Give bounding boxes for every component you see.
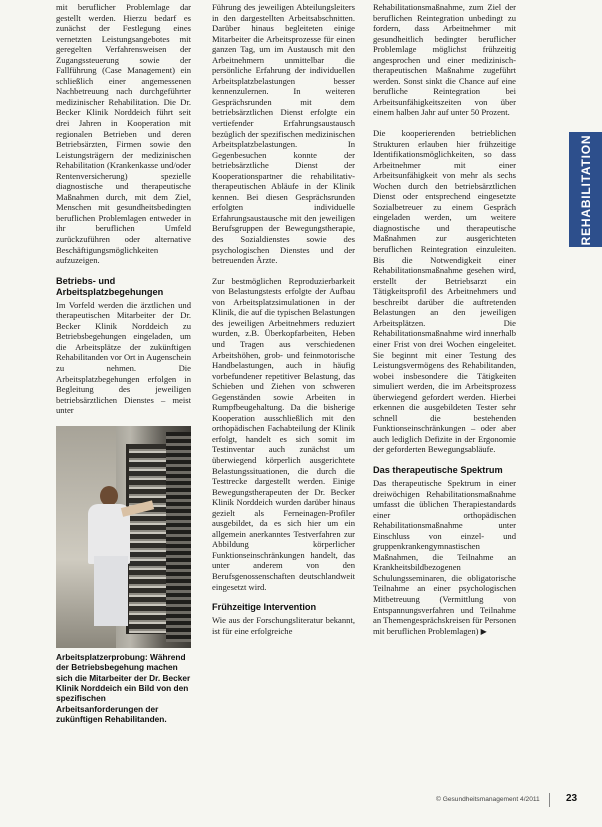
- body-paragraph: Im Vorfeld werden die ärztlichen und therapeutischen Mitarbeiter der Dr. Becker Klinik Norddeich zu Betriebsbegehungen eingeladen, um die Arbeitsplätze der zukünftigen Rehabilitanden vor Ort in Augenschein zu nehmen. Die Arbeitsplatzbegehungen erfolgen in Begleitung des jeweiligen betriebsärztlichen Dienstes – meist unter: [56, 299, 191, 416]
- footer-divider: [549, 793, 550, 807]
- body-paragraph: Rehabilitationsmaßnahme, zum Ziel der beruflichen Reintegration unbedingt zu fordern, dass Arbeitnehmer mit gesundheitlich bedingter beruflicher Problemlage möglichst frühzeitig angesprochen und einer medizinisch-therapeutischen Maßnahme zugeführt werden. Sonst sinkt die Chance auf eine berufliche Reintegration bei Arbeitsunfähigkeitszeiten von über einem halben Jahr auf unter 50 Prozent.: [373, 2, 516, 118]
- photo-worker: [86, 486, 132, 636]
- paragraph-text: Das therapeutische Spektrum in einer dreiwöchigen Rehabilitationsmaßnahme umfasst die üblichen Therapiestandards einer orthopädischen Rehabilitationsmaßnahme unter Einschluss von einzel- und gruppenkrankengymnastischen Maßnahmen, die Teilnahme an Krankheitsbildbezogenen Schulungsseminaren, die obligatorische Teilnahme an einer psychologischen Mitbetreuung (Vermittlung von Entspannungsverfahren und Teilnahme an Themengesprächskreisen für Personen mit beruflichen Problemlagen): [373, 477, 516, 636]
- section-heading: Frühzeitige Intervention: [212, 602, 317, 613]
- body-paragraph: Die kooperierenden betrieblichen Strukturen erlauben hier frühzeitige Identifikationsmöglichkeiten, so dass Arbeitnehmer mit einer Arbeitsunfähigkeit von mehr als sechs Wochen durch den betriebsärztlichen Dienst oder entsprechend eingesetzte Sozialbetreuer zu einem Gespräch eingeladen werden, um weitere diagnostische und therapeutische Maßnahmen zur ausgerichteten beruflichen Reintegration einzuleiten. Bis die Notwendigkeit einer Rehabilitationsmaßnahme gesehen wird, erstellt der Betriebsarzt ein Tätigkeitsprofil des Arbeitnehmers und beschreibt darüber die auftretenden Belastungen an den jeweiligen Arbeitsplätzen. Die Rehabilitationsmaßnahme wird innerhalb einer Frist von drei Wochen eingeleitet. Sie beginnt mit einer Testung des Leistungsvermögens des Rehabilitanden, wobei insbesondere die Tätigkeiten simuliert werden, die im Arbeitsprozess überwiegend gefordert werden. Hierbei erkennen die ausgebildeten Tester sehr schnell die bestehenden Funktionseinschränkungen – oder aber auch lediglich Defizite in der Ergonomie der geforderten Bewegungsabläufe.: [373, 128, 516, 455]
- worker-head: [100, 486, 118, 506]
- section-heading: Das therapeutische Spektrum: [373, 464, 503, 475]
- page-number: 23: [566, 793, 578, 804]
- photo-caption: Arbeitsplatzerprobung: Während der Betriebsbegehung machen sich die Mitarbeiter der Dr. Becker Klinik Norddeich ein Bild von den spezifischen Arbeitsanforderungen der zukünftigen Rehabilitanden.: [56, 651, 191, 725]
- text-column-3: [373, 2, 516, 637]
- workplace-photo: [56, 426, 191, 648]
- body-paragraph: Führung des jeweiligen Abteilungsleiters in den dargestellten Arbeitsabschnitten. Darüber hinaus begleiteten einige Mitarbeiter die Arbeitsprozesse für einen ganzen Tag, um im Austausch mit den Arbeitnehmern unmittelbar die persönliche Erfahrung der individuellen Arbeitsplatzbelastungen besser kennenzulernen. In weiteren Gesprächsrunden mit dem betriebsärztlichen Dienst erfolgte ein vertiefender Erfahrungsaustausch bezüglich der spezifischen medizinischen Arbeitsplatzbelastungen. In Gegenbesuchen konnte der betriebsärztliche Dienst der Kooperationspartner die rehabilitativ-therapeutischen Abläufe in der Klinik kennen. Bei diesen Gesprächsrunden erfolgten individuelle Erfahrungsaustausche mit den jeweiligen Berufsgruppen der Bewegungstherapie, des Sozialdienstes sowie des psychologischen Dienstes und der betreuenden Ärzte.: [212, 2, 355, 266]
- body-paragraph: [373, 478, 516, 637]
- body-paragraph: Wie aus der Forschungsliteratur bekannt, ist für eine erfolgreiche: [212, 615, 355, 636]
- continue-arrow-icon: ▶: [480, 626, 487, 636]
- photo-tray-rack: [166, 432, 191, 642]
- section-tab-label: REHABILITATION: [578, 134, 593, 245]
- text-column-2: [212, 2, 355, 636]
- text-column-1: [56, 2, 191, 725]
- body-paragraph: mit beruflicher Problemlage dar gestellt werden. Hierzu bedarf es zunächst der Festlegung eines vernetzten Leistungsangebotes mit geregelten Verfahrensweisen der Zugangssteuerung sowie der Fallführung (Case Management) ein schließlich einer angemessenen Nachbetreuung nach durchgeführter medizinischer Rehabilitation. Die Dr. Becker Klinik Norddeich führt seit drei Jahren in Kooperation mit regionalen Betrieben und deren Betriebsärzten, Firmen sowie den Leistungsträgern der medizinischen Rehabilitation (Krankenkasse und/oder Rentenversicherung) spezielle diagnostische und therapeutische Maßnahmen durch, mit dem Ziel, Menschen mit gesundheitsbedingten beruflichen Problemlagen entweder in ihr beruflichen Umfeld zurückzuführen oder alternative Beschäftigungsmöglichkeiten aufzuzeigen.: [56, 2, 191, 266]
- section-heading: Betriebs- und Arbeitsplatzbegehungen: [56, 275, 164, 297]
- worker-apron: [94, 556, 128, 626]
- body-paragraph: Zur bestmöglichen Reproduzierbarkeit von Belastungstests erfolgte der Aufbau von Arbeitsplatzsimulationen in der Klinik, die auf die typischen Belastungen des jeweiligen Arbeitnehmers reduziert wurden, z.B. Überkopfarbeiten, Heben und Tragen aus verschiedenen Arbeitshöhen, grob- und feinmotorische Handbelastungen, auch in häufig vorbefundener repetitiver Belastung, das Schieben und Ziehen von schweren Gegenständen sowie Arbeiten in Rumpfbeugehaltung. Da die bisherige Kooperation ausschließlich mit den orthopädischen Fachabteilung der Klinik erfolgt, handelt es sich somit im Testinventar auch zunächst um überwiegend körperlich ausgerichtete Belastungssituationen, die durch die Testtrecke dargestellt werden. Einige Bewegungstherapeuten der Dr. Becker Klinik Norddeich wurden darüber hinaus gezielt als Ferneinagen-Profiler ausgebildet, da es sich hier um ein allgemein anerkanntes Testverfahren zur Abbildung körperlicher Funktionseinschränkungen handelt, das unter anderem von den Berufsgenossenschaften deutschlandweit eingesetzt wird.: [212, 275, 355, 592]
- section-tab: [569, 132, 602, 247]
- footer-source: © Gesundheitsmanagement 4/2011: [436, 796, 540, 803]
